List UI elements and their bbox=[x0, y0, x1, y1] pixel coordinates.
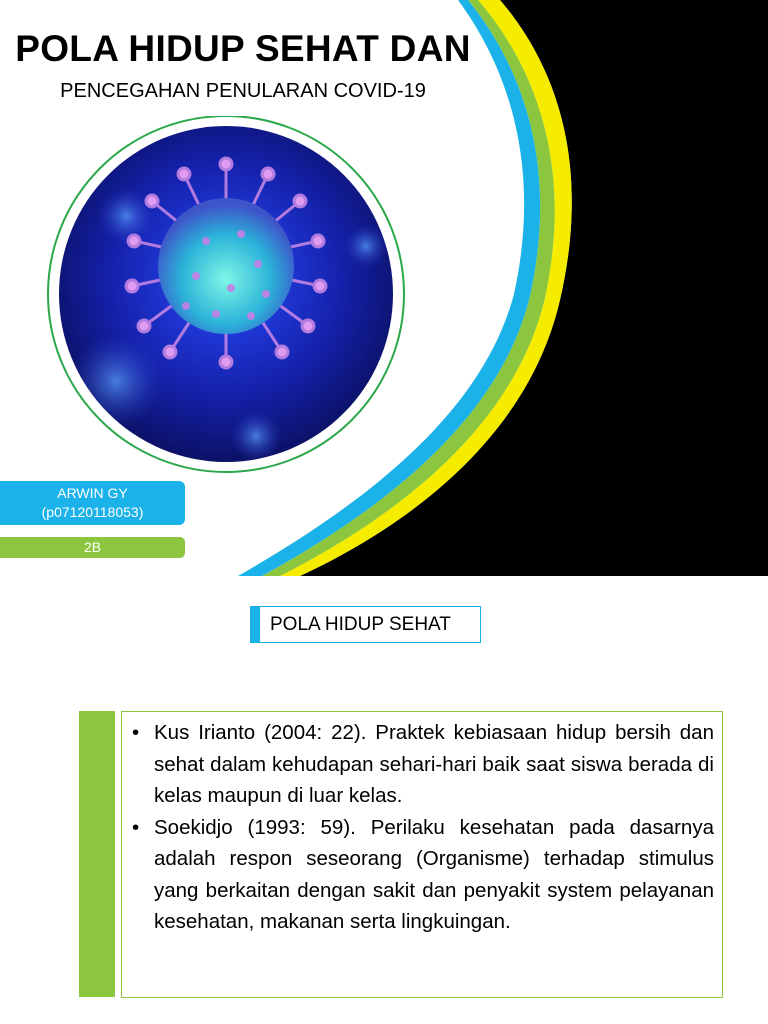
accent-bar bbox=[79, 711, 115, 997]
bullet-marker: • bbox=[132, 721, 140, 744]
bullet-marker: • bbox=[132, 815, 140, 839]
bullet-item bbox=[130, 812, 714, 938]
slide-heading-text: POLA HIDUP SEHAT bbox=[270, 614, 451, 635]
class-box bbox=[0, 537, 185, 558]
slide-subtitle: PENCEGAHAN PENULARAN COVID-19 bbox=[60, 80, 426, 102]
slide-title: POLA HIDUP SEHAT DAN bbox=[15, 28, 471, 69]
bullet-item bbox=[130, 717, 714, 812]
slide-heading bbox=[250, 606, 481, 643]
author-name: ARWIN GY bbox=[57, 485, 128, 501]
author-id: (p07120118053) bbox=[41, 504, 144, 520]
bullet-list bbox=[130, 717, 714, 938]
bullet-text: Kus Irianto (2004: 22). Praktek kebiasaan hidup bersih dan sehat dalam kehudapan sehari-hari baik saat siswa berada di kelas maupun di luar kelas. bbox=[154, 721, 714, 807]
content-box bbox=[121, 711, 723, 998]
class-label: 2B bbox=[83, 539, 102, 555]
bullet-text: Soekidjo (1993: 59). Perilaku kesehatan pada dasarnya adalah respon seseorang (Organisme) terhadap stimulus yang berkaitan dengan sakit dan penyakit system pelayanan kesehatan, makanan serta lingkuingan. bbox=[154, 815, 714, 933]
content-slide bbox=[0, 576, 768, 1024]
coronavirus-image bbox=[46, 116, 406, 476]
author-box bbox=[0, 481, 185, 525]
